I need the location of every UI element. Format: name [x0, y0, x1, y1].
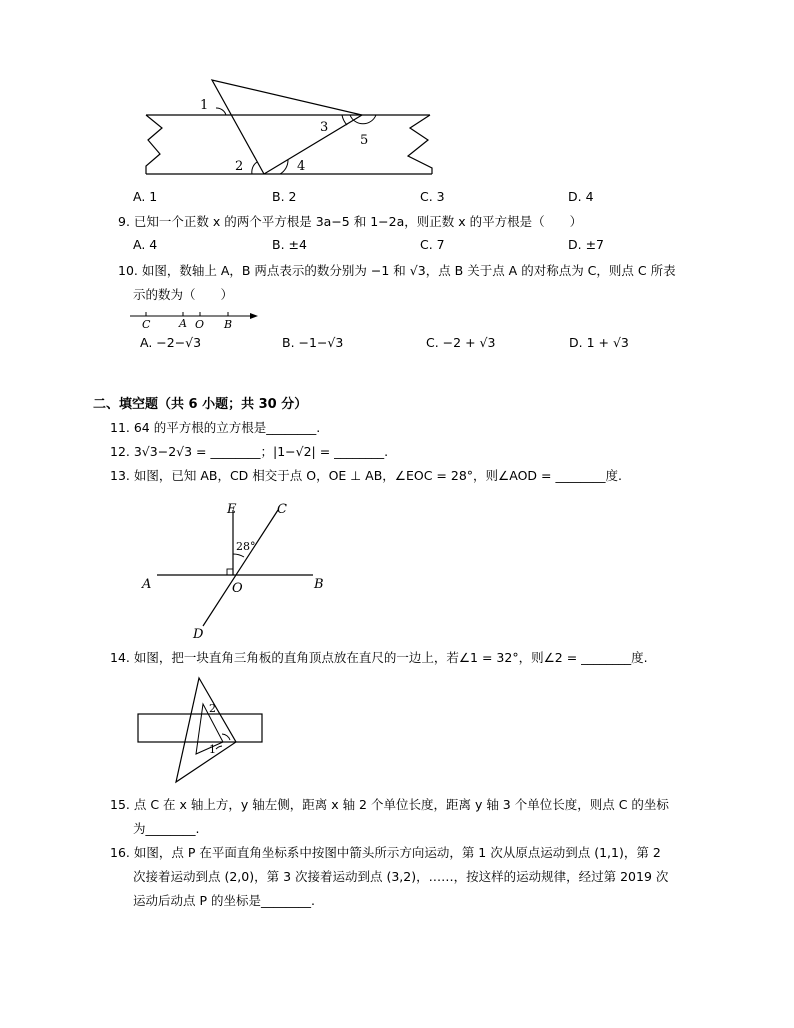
q10-option-c: C. −2 + √3: [426, 335, 496, 350]
q16-line2: 次接着运动到点 (2,0)，第 3 次接着运动到点 (3,2)，……，按这样的运动规律，经过第 2019 次: [133, 869, 669, 884]
q9-option-a: A. 4: [133, 237, 158, 252]
q14-stem: 14. 如图，把一块直角三角板的直角顶点放在直尺的一边上，若∠1 = 32°，则∠2 = ________度.: [110, 650, 648, 665]
q10-point-b: B: [224, 318, 233, 331]
q9-option-c: C. 7: [420, 237, 445, 252]
q11-stem: 11. 64 的平方根的立方根是________.: [110, 420, 321, 435]
q10-option-b: B. −1−√3: [282, 335, 344, 350]
q10-option-d: D. 1 + √3: [569, 335, 629, 350]
q8-angle-1-label: 1: [200, 98, 209, 113]
q8-option-d: D. 4: [568, 189, 594, 204]
q13-label-d: D: [193, 627, 204, 642]
q8-option-c: C. 3: [420, 189, 445, 204]
q10-number-line: [128, 308, 263, 334]
q10-option-a: A. −2−√3: [140, 335, 202, 350]
q14-figure: [136, 676, 266, 786]
section-heading: 二、填空题（共 6 小题；共 30 分）: [93, 397, 308, 412]
q13-label-a: A: [142, 577, 152, 592]
q14-angle-2-label: 2: [209, 702, 216, 715]
q8-angle-3-label: 3: [320, 120, 329, 135]
q13-label-e: E: [227, 502, 237, 517]
q8-angle-5-label: 5: [360, 133, 369, 148]
q8-option-b: B. 2: [272, 189, 297, 204]
q13-stem: 13. 如图，已知 AB，CD 相交于点 O，OE ⊥ AB，∠EOC = 28°，则∠AOD = ________度.: [110, 468, 622, 483]
q15-line2: 为________.: [133, 821, 200, 836]
q9-stem: 9. 已知一个正数 x 的两个平方根是 3a−5 和 1−2a，则正数 x 的平方根是（ ）: [118, 214, 583, 229]
q10-stem-line2: 示的数为（ ）: [133, 287, 234, 302]
q10-point-o: O: [195, 318, 205, 331]
q13-figure: [140, 498, 340, 643]
q14-angle-1-label: 1: [209, 743, 216, 756]
q12-stem: 12. 3√3−2√3 = ________；|1−√2| = ________.: [110, 444, 389, 459]
q16-line1: 16. 如图，点 P 在平面直角坐标系中按图中箭头所示方向运动，第 1 次从原点运动到点 (1,1)，第 2: [110, 845, 661, 860]
q8-angle-2-label: 2: [235, 159, 244, 174]
q15-line1: 15. 点 C 在 x 轴上方，y 轴左侧，距离 x 轴 2 个单位长度，距离 y 轴 3 个单位长度，则点 C 的坐标: [110, 797, 669, 812]
q10-stem-line1: 10. 如图，数轴上 A，B 两点表示的数分别为 −1 和 √3，点 B 关于点 A 的对称点为 C，则点 C 所表: [118, 263, 676, 278]
q13-label-o: O: [232, 581, 243, 596]
q10-point-a: A: [179, 317, 187, 330]
q13-label-c: C: [277, 502, 287, 517]
q8-option-a: A. 1: [133, 189, 158, 204]
q13-label-angle: 28°: [236, 540, 256, 553]
q8-figure: [140, 78, 435, 180]
q10-point-c: C: [142, 318, 151, 331]
q16-line3: 运动后动点 P 的坐标是________.: [133, 893, 315, 908]
q8-angle-4-label: 4: [297, 159, 306, 174]
q9-option-b: B. ±4: [272, 237, 307, 252]
q13-label-b: B: [314, 577, 324, 592]
q9-option-d: D. ±7: [568, 237, 604, 252]
